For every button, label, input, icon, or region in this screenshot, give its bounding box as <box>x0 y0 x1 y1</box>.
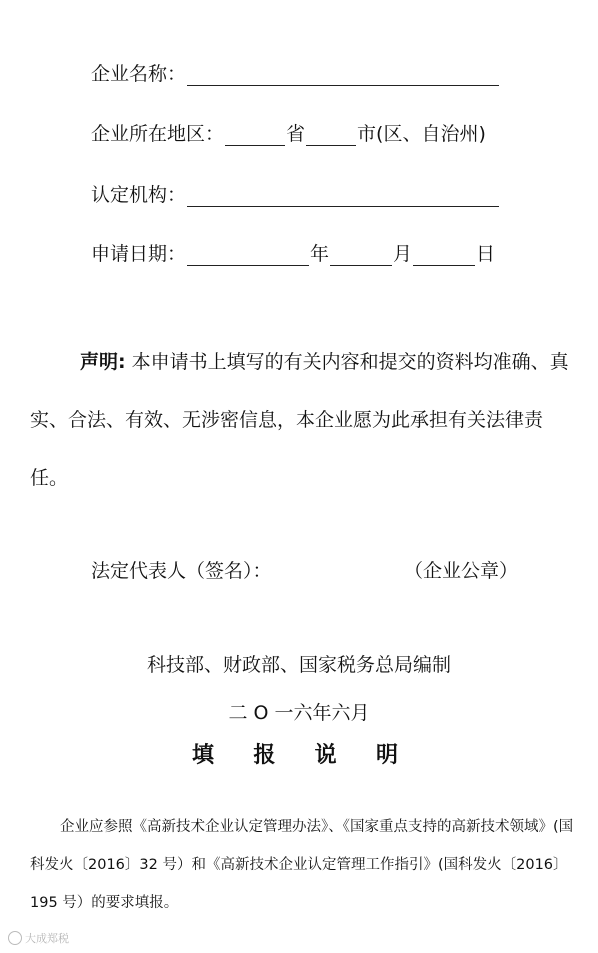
company-name-field[interactable] <box>187 65 499 86</box>
company-seal-label: （企业公章） <box>404 560 519 582</box>
date-label: 申请日期： <box>91 243 187 265</box>
declaration-heading: 声明: <box>80 351 126 373</box>
month-label: 月 <box>393 243 413 265</box>
instructions-text: 企业应参照《高新技术企业认定管理办法》、《国家重点支持的高新技术领域》(国科发火〔2016〕32 号）和《高新技术企业认定管理工作指引》(国科发火〔2016〕195 号）的要求填报。 <box>30 819 574 911</box>
watermark-text: 大成郑税 <box>25 932 69 945</box>
compiler-line: 科技部、财政部、国家税务总局编制 <box>146 654 451 676</box>
year-label: 年 <box>310 243 330 265</box>
month-field[interactable] <box>330 245 392 266</box>
declaration <box>30 333 575 507</box>
company-name-row <box>91 62 500 86</box>
agency-row <box>91 183 500 207</box>
agency-field[interactable] <box>187 186 499 207</box>
day-field[interactable] <box>413 245 475 266</box>
city-suffix: 市(区、自治州) <box>357 123 486 145</box>
legal-rep-signature-label: 法定代表人（签名）： <box>91 560 272 582</box>
instructions-title: 填 报 说 明 <box>192 742 406 768</box>
day-label: 日 <box>476 243 496 265</box>
date-line: 二 O 一六年六月 <box>228 702 370 724</box>
year-field[interactable] <box>187 245 309 266</box>
city-field[interactable] <box>306 125 356 146</box>
company-name-label: 企业名称： <box>91 63 187 85</box>
date-row <box>91 242 495 266</box>
watermark-logo-icon <box>8 931 22 945</box>
watermark <box>8 930 69 946</box>
region-label: 企业所在地区： <box>91 123 225 145</box>
province-suffix: 省 <box>286 123 306 145</box>
region-row <box>91 122 486 146</box>
declaration-text: 本申请书上填写的有关内容和提交的资料均准确、真实、合法、有效、无涉密信息，本企业愿为此承担有关法律责任。 <box>30 351 569 489</box>
agency-label: 认定机构： <box>91 184 187 206</box>
province-field[interactable] <box>225 125 285 146</box>
